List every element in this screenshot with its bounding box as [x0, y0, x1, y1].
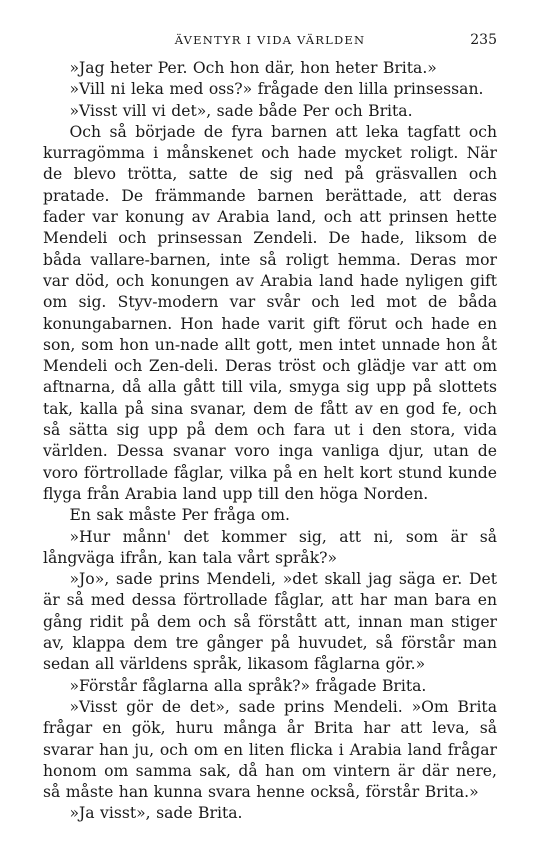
paragraph: »Hur månn' det kommer sig, att ni, som är så långväga ifrån, kan tala vårt språk?» — [43, 527, 497, 567]
page-number: 235 — [470, 32, 497, 48]
page-header — [43, 30, 497, 50]
paragraph: »Visst gör de det», sade prins Mendeli. »Om Brita frågar en gök, huru många år Brita har att leva, så svarar han ju, och om en liten flicka i Arabia land frågar honom om samma sak, då han om vintern är där nere, så måste han kunna svara henne också, förstår Brita.» — [43, 697, 497, 802]
paragraph: »Ja visst», sade Brita. — [69, 804, 243, 823]
paragraph: »Förstår fåglarna alla språk?» frågade Brita. — [69, 676, 427, 695]
running-title: ÄVENTYR I VIDA VÄRLDEN — [174, 33, 366, 47]
paragraph: »Jo», sade prins Mendeli, »det skall jag säga er. Det är så med dessa förtrollade fåglar, att har man bara en gång ridit på dem och så förstått att, innan man stiger av, klappa dem tre gånger på huvudet, så förstår man sedan all världens språk, likasom fåglarna gör.» — [43, 570, 497, 674]
paragraph: »Jag heter Per. Och hon där, hon heter Brita.» — [69, 59, 437, 77]
paragraph: »Vill ni leka med oss?» frågade den lilla prinsessan. — [69, 80, 484, 99]
body-text — [43, 58, 497, 825]
paragraph: Och så började de fyra barnen att leka tagfatt och kurragömma i månskenet och hade mycket roligt. När de blevo trötta, satte de sig ned på gräsvallen och pratade. De främmande barnen berättade, att deras fader var konung av Arabia land, och att prinsen hette Mendeli och prinsessan Zendeli. De hade, liksom de båda vallare-barnen, inte så roligt hemma. Deras mor var död, och konungen av Arabia land hade nyligen gift om sig. Styv-modern var svår och led mot de båda konungabarnen. Hon hade varit gift förut och hade en son, som hon un-nade allt gott, men intet unnade hon åt Mendeli och Zen-deli. Deras tröst och glädje var att om aftnarna, då alla gått till vila, smyga sig upp på slottets tak, kalla på sina svanar, dem de fått av en god fe, och så sätta sig upp på dem och fara ut i den stora, vida världen. Dessa svanar voro inga vanliga djur, utan de voro förtrollade fåglar, vilka på en helt kort stund kunde flyga från Arabia land upp till den höga Norden. — [43, 122, 497, 503]
paragraph: En sak måste Per fråga om. — [69, 506, 290, 525]
paragraph: »Visst vill vi det», sade både Per och Brita. — [69, 101, 413, 120]
book-page — [43, 30, 497, 825]
